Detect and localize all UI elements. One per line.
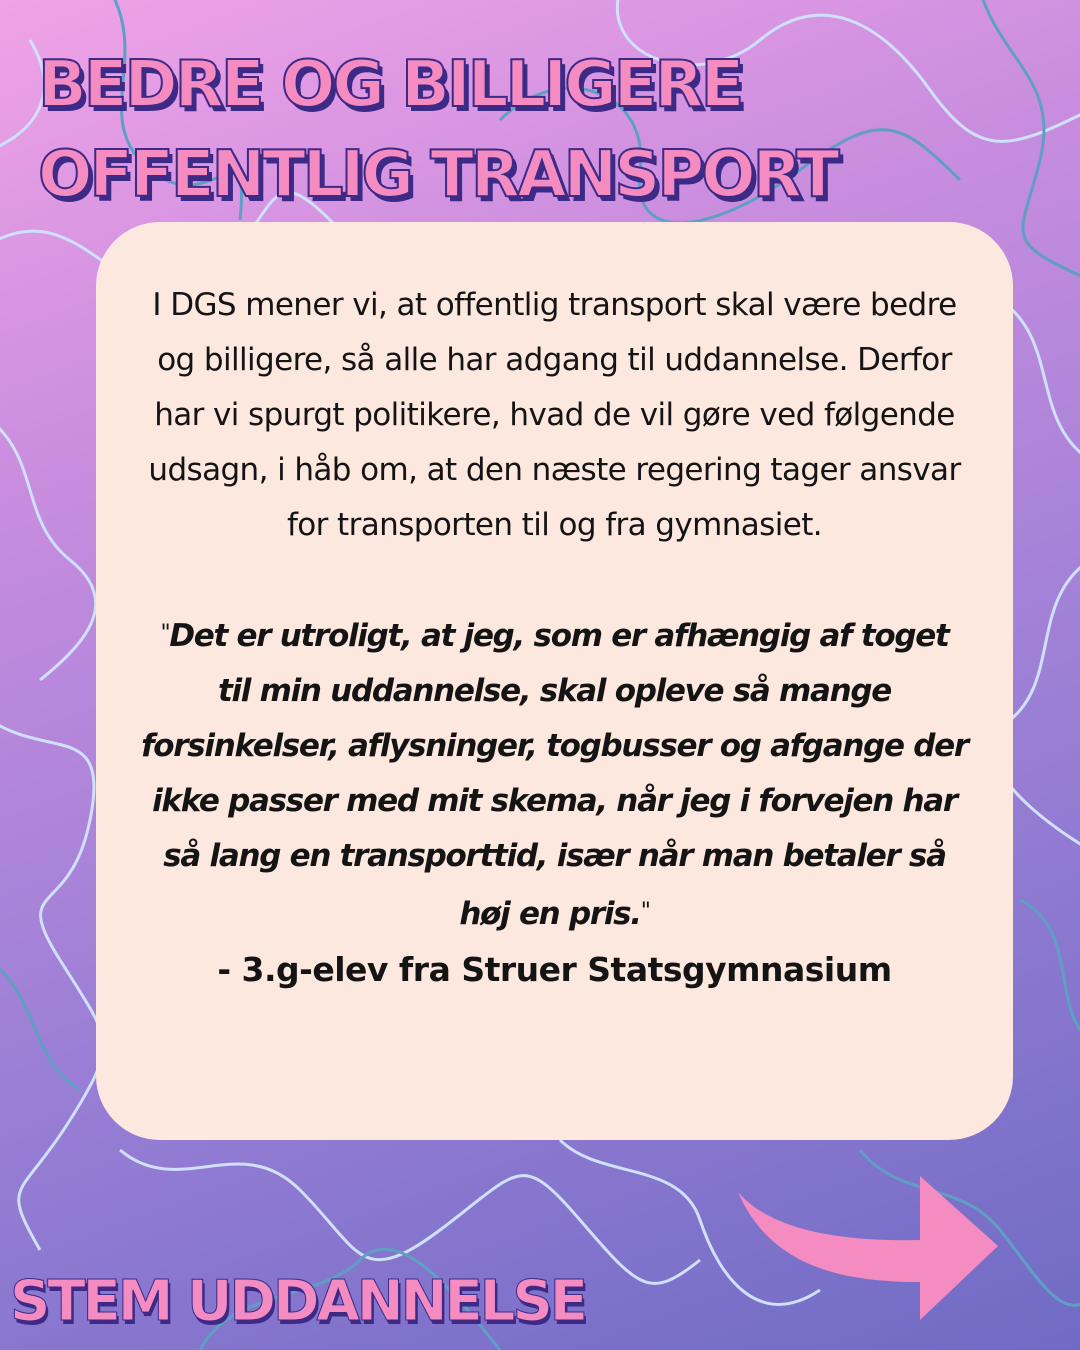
student-quote — [140, 606, 969, 942]
quote-close-mark: " — [640, 899, 650, 924]
content-card — [96, 222, 1013, 1140]
footer-brand: STEM UDDANNELSE — [10, 1269, 586, 1334]
quote-open-mark: " — [160, 621, 170, 646]
next-slide-button[interactable] — [730, 1170, 1010, 1330]
right-arrow-icon — [730, 1170, 1010, 1330]
quote-text: Det er utroligt, at jeg, som er afhængig af toget til min uddannelse, skal opleve så mange forsinkelser, aflysninger, togbusser og afgange der ikke passer med mit skema, når jeg i forvejen har så lang en transporttid, især når man betaler så høj en pris. — [141, 618, 968, 932]
intro-paragraph: I DGS mener vi, at offentlig transport skal være bedre og billigere, så alle har adgang til uddannelse. Derfor har vi spurgt politikere, hvad de vil gøre ved følgende udsagn, i håb om, at den næste regering tager ansvar for transporten til og fra gymnasiet. — [148, 287, 961, 543]
page-title: BEDRE OG BILLIGERE OFFENTLIG TRANSPORT — [38, 48, 837, 212]
quote-attribution: - 3.g-elev fra Struer Statsgymnasium — [217, 950, 892, 989]
